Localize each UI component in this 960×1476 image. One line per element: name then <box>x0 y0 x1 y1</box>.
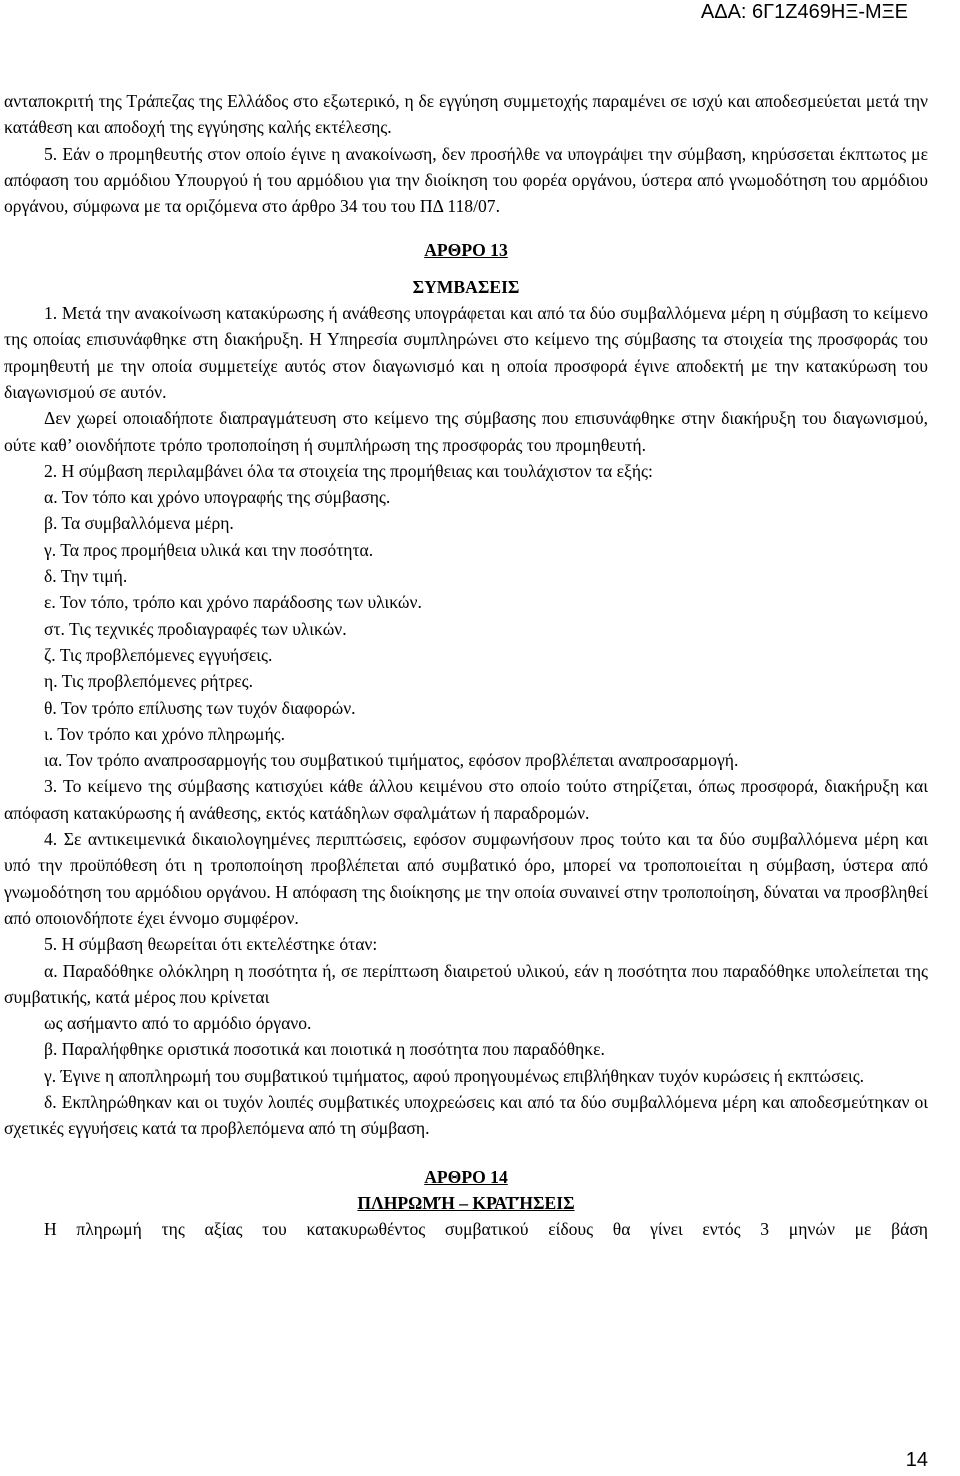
paragraph: 3. Το κείμενο της σύμβασης κατισχύει κάθε άλλου κειμένου στο οποίο τούτο στηρίζεται, όπως προσφορά, διακήρυξη και απόφαση κατακύρωσης ή ανάθεσης, εκτός κατάδηλων σφαλμάτων ή παραδρομών. <box>4 776 928 823</box>
list-item: θ. Τον τρόπο επίλυσης των τυχόν διαφορών. <box>44 697 356 718</box>
paragraph: α. Παραδόθηκε ολόκληρη η ποσότητα ή, σε περίπτωση διαιρετού υλικού, εάν η ποσότητα που παραδόθηκε υπολείπεται της συμβατικής, κατά μέρος που κρίνεται <box>4 960 928 1007</box>
paragraph: δ. Εκπληρώθηκαν και οι τυχόν λοιπές συμβατικές υποχρεώσεις και από τα δύο συμβαλλόμενα μέρη και αποδεσμεύτηκαν οι σχετικές εγγυήσεις κατά τα προβλεπόμενα από τη σύμβαση. <box>4 1091 928 1139</box>
list-item: β. Τα συμβαλλόμενα μέρη. <box>44 513 234 534</box>
paragraph: 4. Σε αντικειμενικά δικαιολογημένες περιπτώσεις, εφόσον συμφωνήσουν προς τούτο και τα δύο συμβαλλόμενα μέρη και υπό την προϋπόθεση ότι η τροποποίηση προβλέπεται από συμβατικό όρο, μπορεί να τροποποιείται η σύμβαση, ύστερα από γνωμοδότηση του αρμόδιου οργάνου. Η απόφαση της διοίκησης με την οποία συναινεί στην τροποποίηση, δύναται να προσβληθεί από οποιονδήποτε έχει έννομο συμφέρον. <box>4 829 928 928</box>
article-13-subtitle: ΣΥΜΒΑΣΕΙΣ <box>412 276 520 297</box>
paragraph: Η πληρωμή της αξίας του κατακυρωθέντος συμβατικού είδους θα γίνει εντός 3 μηνών με βάση <box>44 1219 928 1240</box>
paragraph: Δεν χωρεί οποιαδήποτε διαπραγμάτευση στο κείμενο της σύμβασης που επισυνάφθηκε στην διακήρυξη του διαγωνισμού, ούτε καθ’ οιονδήποτε τρόπο τροποποίηση ή συμπλήρωση της προσφοράς του προμηθευτή. <box>4 408 928 455</box>
paragraph: ανταποκριτή της Τράπεζας της Ελλάδος στο εξωτερικό, η δε εγγύηση συμμετοχής παραμένει σε ισχύ και αποδεσμεύεται μετά την κατάθεση και αποδοχή της εγγύησης καλής εκτέλεσης. <box>4 91 928 138</box>
paragraph: 5. Εάν ο προμηθευτής στον οποίο έγινε η ανακοίνωση, δεν προσήλθε να υπογράψει την σύμβαση, κηρύσσεται έκπτωτος με απόφαση του αρμόδιου Υπουργού ή του αρμόδιου για την διοίκηση του φορέα οργάνου, ύστερα από γνωμοδότηση του αρμόδιου οργάνου, σύμφωνα με τα οριζόμενα στο άρθρο 34 του του ΠΔ 118/07. <box>4 143 928 217</box>
list-item: ζ. Τις προβλεπόμενες εγγυήσεις. <box>44 644 273 665</box>
paragraph: 1. Μετά την ανακοίνωση κατακύρωσης ή ανάθεσης υπογράφεται και από τα δύο συμβαλλόμενα μέρη η σύμβαση το κείμενο της οποίας επισυνάφθηκε στη διακήρυξη. Η Υπηρεσία συμπληρώνει στο κείμενο της σύμβασης τα στοιχεία της προσφοράς του προμηθευτή με την οποία συμμετείχε αυτός στον διαγωνισμό και η οποία προσφορά έγινε αποδεκτή με την κατακύρωση του διαγωνισμού σε αυτόν. <box>4 303 928 402</box>
list-item: ι. Τον τρόπο και χρόνο πληρωμής. <box>44 723 286 744</box>
document-body <box>4 88 928 1242</box>
list-item: στ. Τις τεχνικές προδιαγραφές των υλικών. <box>44 618 347 639</box>
list-item: ε. Τον τόπο, τρόπο και χρόνο παράδοσης των υλικών. <box>44 592 422 613</box>
paragraph: ως ασήμαντο από το αρμόδιο όργανο. <box>44 1013 312 1034</box>
list-item: δ. Την τιμή. <box>44 566 128 587</box>
list-item: γ. Τα προς προμήθεια υλικά και την ποσότητα. <box>44 539 374 560</box>
list-item: α. Τον τόπο και χρόνο υπογραφής της σύμβασης. <box>44 487 391 508</box>
page-number: 14 <box>905 1449 928 1471</box>
paragraph: γ. Έγινε η αποπληρωμή του συμβατικού τιμήματος, αφού προηγουμένως επιβλήθηκαν τυχόν κυρώσεις ή εκπτώσεις. <box>44 1065 865 1086</box>
paragraph: 2. Η σύμβαση περιλαμβάνει όλα τα στοιχεία της προμήθειας και τουλάχιστον τα εξής: <box>44 460 653 481</box>
list-item: ια. Τον τρόπο αναπροσαρμογής του συμβατικού τιμήματος, εφόσον προβλέπεται αναπροσαρμογή. <box>44 750 739 771</box>
paragraph: 5. Η σύμβαση θεωρείται ότι εκτελέστηκε όταν: <box>44 934 378 955</box>
article-13-title: ΑΡΘΡΟ 13 <box>424 240 508 261</box>
article-14-subtitle: ΠΛΗΡΩΜΉ – ΚΡΑΤΉΣΕΙΣ <box>357 1192 575 1213</box>
article-14-title: ΑΡΘΡΟ 14 <box>424 1166 508 1187</box>
list-item: η. Τις προβλεπόμενες ρήτρες. <box>44 671 254 692</box>
ada-header: ΑΔΑ: 6Γ1Ζ469ΗΞ-ΜΞΕ <box>700 1 908 23</box>
paragraph: β. Παραλήφθηκε οριστικά ποσοτικά και ποιοτικά η ποσότητα που παραδόθηκε. <box>44 1039 605 1060</box>
